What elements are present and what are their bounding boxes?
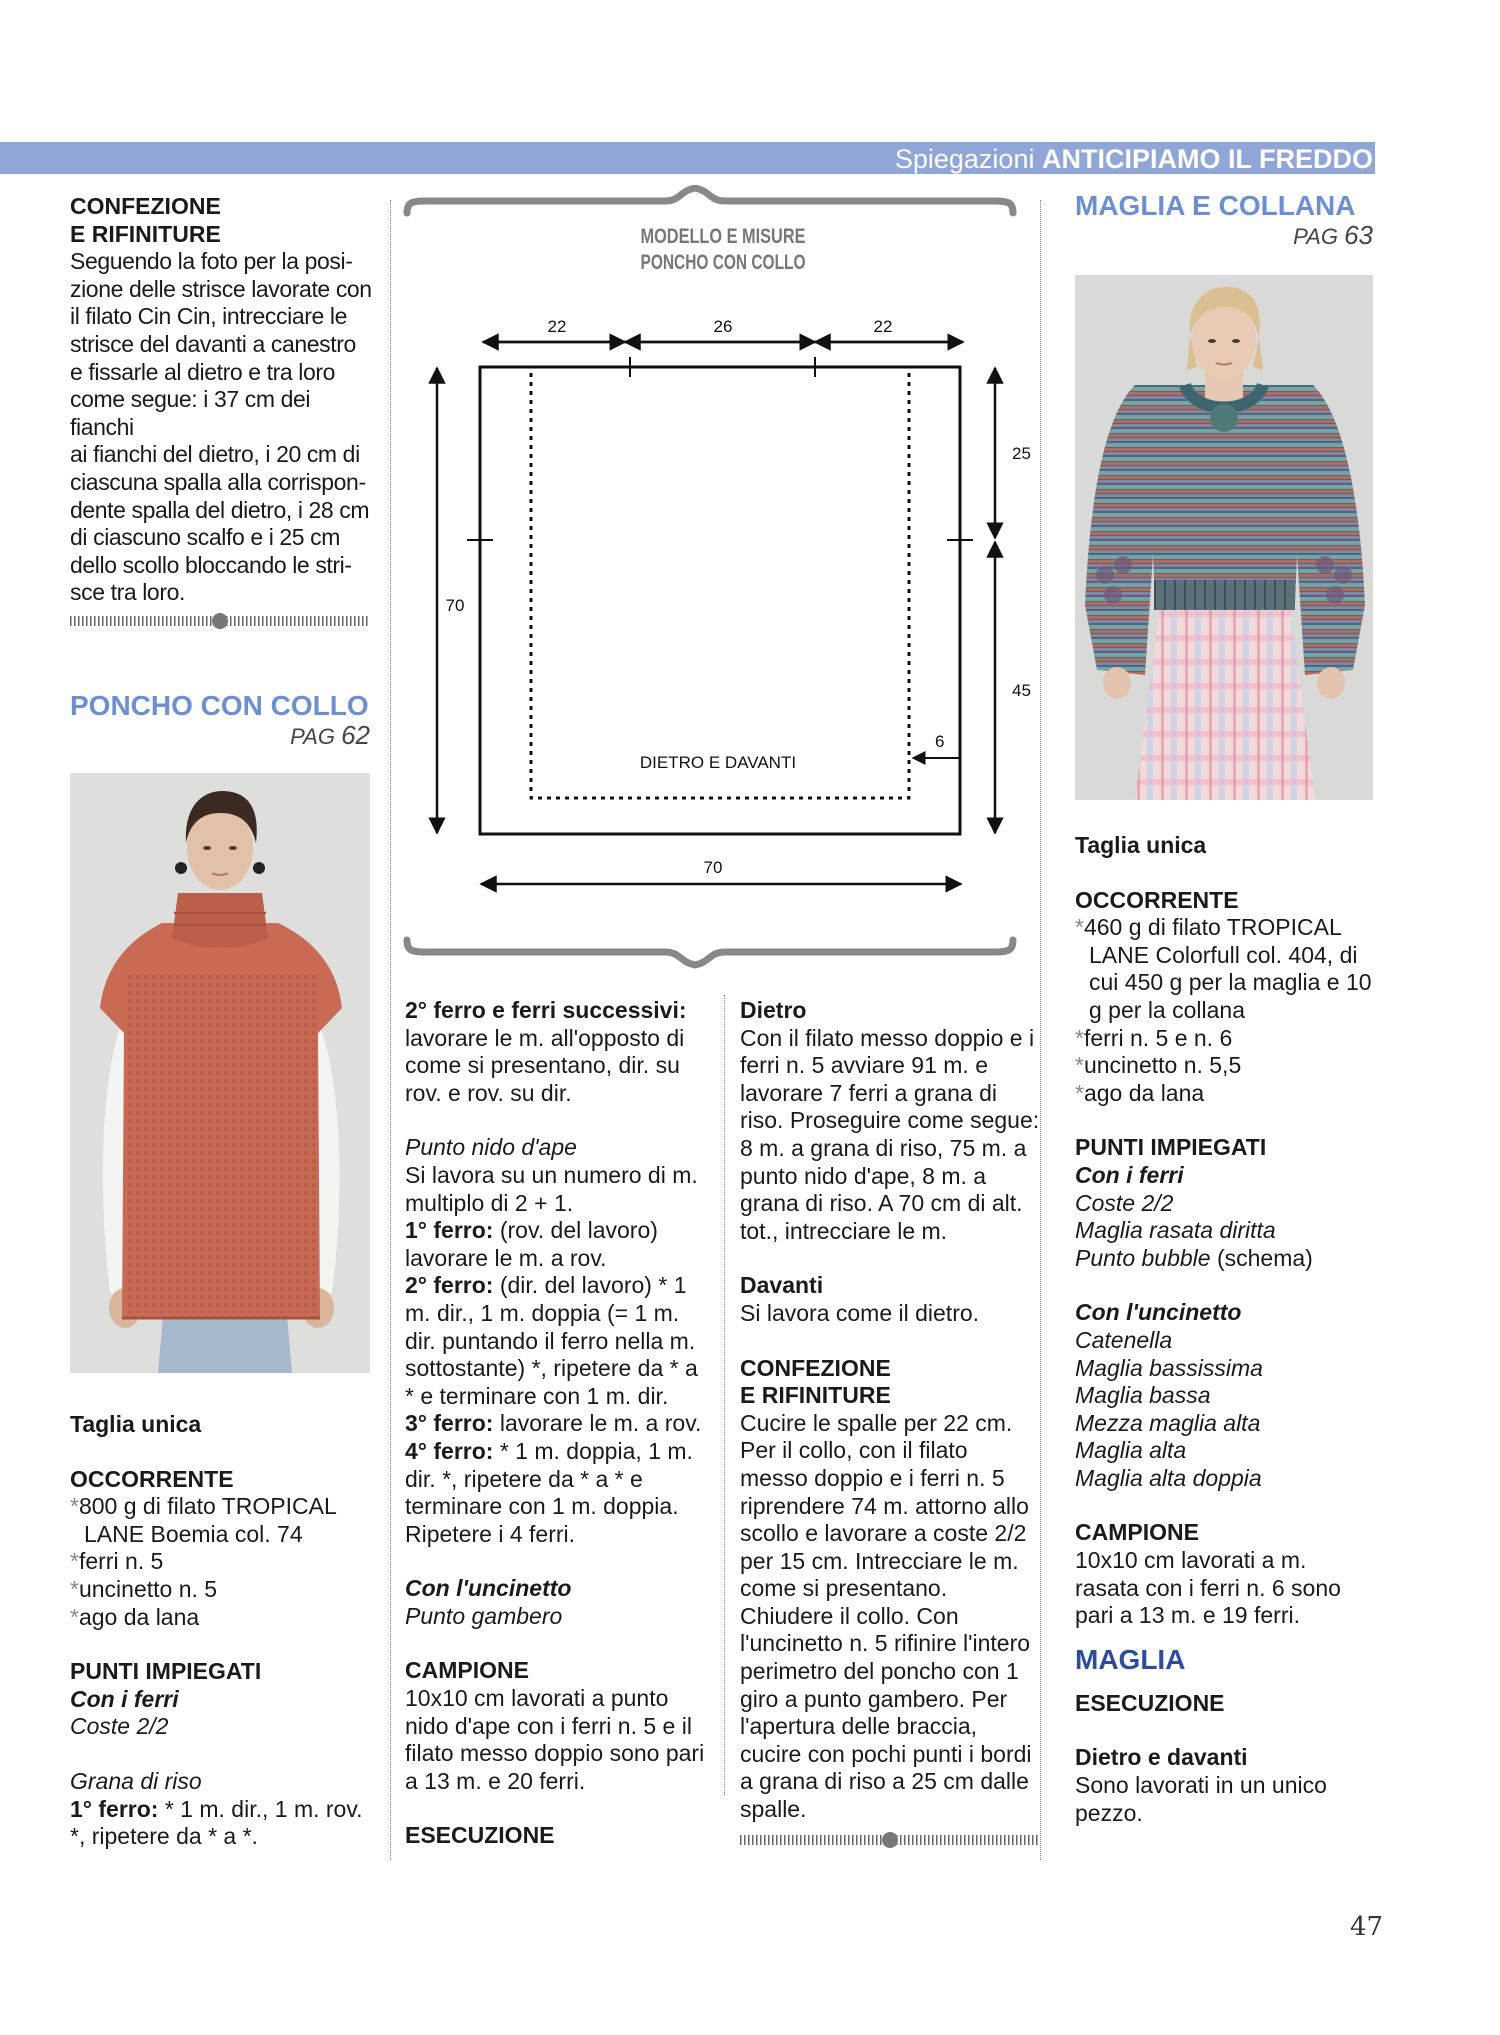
uncinetto-item: Maglia bassa (1075, 1382, 1211, 1409)
esecuzione-title: ESECUZIONE (405, 1822, 555, 1849)
davanti-title: Davanti (740, 1272, 824, 1299)
column-4 (1075, 832, 1375, 1827)
dim-label-26: 26 (713, 317, 733, 336)
occorrente-title: OCCORRENTE (70, 1465, 234, 1492)
con-ferri: Con i ferri (1075, 1161, 1184, 1188)
nido-ferro3: 3° ferro: lavorare le m. a rov. (405, 1410, 702, 1437)
pattern-diagram (395, 185, 1045, 975)
uncinetto-title: Con l'uncinetto (1075, 1299, 1242, 1326)
column-divider (390, 200, 391, 1860)
occorrente-item: *uncinetto n. 5,5 (1075, 1052, 1242, 1079)
coste: Coste 2/2 (70, 1713, 169, 1740)
uncinetto-title: Con l'uncinetto (405, 1575, 572, 1602)
conf-title: CONFEZIONE (740, 1354, 891, 1381)
confezione-text: Seguendo la foto per la posi- zione delle strisce lavorate con il filato Cin Cin, intrecciare le strisce del davanti a canestro e fissarle al dietro e tra loro come segue: i 37 cm dei fianchi ai fianchi del dietro, i 20 cm di ciascuna spalla alla corrispon- dente spalla del dietro, i 28 cm di ciascuno scalfo e i 25 cm dello scollo bloccando le stri- sce tra loro. (70, 248, 372, 606)
panel-label: DIETRO E DAVANTI (639, 753, 797, 772)
uncinetto-item: Maglia bassissima (1075, 1354, 1263, 1381)
dim-label-45: 45 (1012, 681, 1031, 700)
occorrente-title: OCCORRENTE (1075, 886, 1239, 913)
occorrente-item: *ferri n. 5 e n. 6 (1075, 1024, 1233, 1051)
column-divider (724, 995, 725, 1795)
dim-label-70-bottom: 70 (703, 858, 723, 877)
maglia-heading (1075, 190, 1373, 251)
conf-title-2: E RIFINITURE (740, 1382, 891, 1409)
taglia: Taglia unica (70, 1411, 202, 1437)
occorrente-item: *ago da lana (1075, 1079, 1205, 1106)
taglia: Taglia unica (1075, 832, 1207, 858)
confezione-title-2: E RIFINITURE (70, 220, 221, 247)
conf-text: Cucire le spalle per 22 cm. Per il collo, con il filato messo doppio e i ferri n. 5 riprendere 74 m. attorno allo scollo e lavorare a coste 2/2 per 15 cm. Intrecciare le m. come si presentano. Chiudere il collo. Con l'uncinetto n. 5 rifinire l'intero perimetro del poncho con 1 giro a punto gambero. Per l'apertura delle braccia, cucire con pochi punti i bordi a grana di riso a 25 cm dalle spalle. (740, 1409, 1032, 1823)
section-divider (70, 614, 370, 628)
section-divider (740, 1833, 1040, 1847)
column-3 (740, 997, 1040, 1824)
dietro-davanti-text: Sono lavorati in un unico pezzo. (1075, 1772, 1327, 1826)
diagram-frame-top (407, 188, 1013, 213)
grana-ferro1: 1° ferro: * 1 m. dir., 1 m. rov. *, ripetere da * a *. (70, 1795, 363, 1850)
section-title-maglia-collana: MAGLIA E COLLANA (1075, 190, 1356, 221)
punti-title: PUNTI IMPIEGATI (1075, 1134, 1267, 1161)
nido-text: Si lavora su un numero di m. multiplo di 2 + 1. (405, 1161, 698, 1216)
maglia-photo (1075, 275, 1373, 800)
dietro-title: Dietro (740, 997, 807, 1023)
occorrente-item: *ferri n. 5 (70, 1548, 164, 1575)
campione-text: 10x10 cm lavorati a m. rasata con i ferri n. 6 sono pari a 13 m. e 19 ferri. (1075, 1547, 1341, 1629)
ferri-item: Maglia rasata diritta (1075, 1217, 1276, 1244)
diagram-frame-bottom (407, 940, 1013, 965)
nido-title: Punto nido d'ape (405, 1134, 577, 1161)
confezione-title: CONFEZIONE (70, 193, 221, 219)
dim-label-22-left: 22 (547, 317, 567, 336)
diagram-title: MODELLO E MISURE (640, 225, 806, 248)
dim-label-22-right: 22 (873, 317, 893, 336)
column-1-lower (70, 1411, 375, 1851)
page-number: 47 (1350, 1912, 1384, 1942)
dietro-davanti-title: Dietro e davanti (1075, 1744, 1248, 1771)
campione-title: CAMPIONE (1075, 1519, 1199, 1546)
dim-label-6: 6 (935, 732, 945, 751)
poncho-heading (70, 690, 370, 751)
section-title-poncho: PONCHO CON COLLO (70, 690, 369, 721)
page-ref: PAG 63 (1293, 220, 1373, 250)
uncinetto-item: Maglia alta doppia (1075, 1464, 1262, 1491)
con-ferri: Con i ferri (70, 1685, 179, 1712)
column-2 (405, 997, 710, 1850)
ripetere: Ripetere i 4 ferri. (405, 1520, 576, 1547)
dim-label-70-side: 70 (445, 596, 465, 615)
header-title: Spiegazioni ANTICIPIAMO IL FREDDO (894, 144, 1373, 174)
campione-text: 10x10 cm lavorati a punto nido d'ape con i ferri n. 5 e il filato messo doppio sono pari a 13 m. e 20 ferri. (405, 1685, 705, 1794)
dietro-text: Con il filato messo doppio e i ferri n. 5 avviare 91 m. e lavorare 7 ferri a grana di riso. Proseguire come segue: 8 m. a grana di riso, 75 m. a punto nido d'ape, 8 m. a grana di riso. A 70 cm di alt. tot., intrecciare le m. (740, 1024, 1040, 1244)
esecuzione-title: ESECUZIONE (1075, 1689, 1225, 1716)
ferro2-paragraph: 2° ferro e ferri successivi: lavorare le m. all'opposto di come si presentano, dir. su rov. e rov. su dir. (405, 997, 687, 1106)
occorrente-item: *460 g di filato TROPICAL LANE Colorfull col. 404, di cui 450 g per la maglia e 10 g per la collana (1075, 914, 1372, 1023)
davanti-text: Si lavora come il dietro. (740, 1299, 980, 1326)
gambero: Punto gambero (405, 1602, 563, 1629)
dim-label-25: 25 (1012, 444, 1031, 463)
nido-ferro2: 2° ferro: (dir. del lavoro) * 1 m. dir., 1 m. doppia (= 1 m. dir. puntando il ferro nella m. sottostante) *, ripetere da * a * e terminare con 1 m. dir. (405, 1272, 698, 1409)
page-ref: PAG 62 (290, 720, 370, 750)
column-1 (70, 193, 375, 607)
uncinetto-item: Mezza maglia alta (1075, 1409, 1261, 1436)
grana-title: Grana di riso (70, 1767, 202, 1794)
punti-title: PUNTI IMPIEGATI (70, 1658, 262, 1685)
inner-border (531, 373, 909, 798)
nido-ferro4: 4° ferro: * 1 m. doppia, 1 m. dir. *, ripetere da * a * e terminare con 1 m. doppia. (405, 1437, 693, 1520)
section-title-maglia: MAGLIA (1075, 1643, 1186, 1675)
ferri-item: Coste 2/2 (1075, 1189, 1174, 1216)
uncinetto-item: Maglia alta (1075, 1437, 1187, 1464)
occorrente-item: *uncinetto n. 5 (70, 1575, 218, 1602)
poncho-photo (70, 773, 370, 1373)
diagram-subtitle: PONCHO CON COLLO (640, 251, 806, 274)
uncinetto-item: Catenella (1075, 1326, 1173, 1353)
campione-title: CAMPIONE (405, 1657, 529, 1684)
occorrente-item: *800 g di filato TROPICAL LANE Boemia col. 74 (70, 1493, 336, 1547)
occorrente-item: *ago da lana (70, 1603, 200, 1630)
nido-ferro1: 1° ferro: (rov. del lavoro) lavorare le m. a rov. (405, 1217, 658, 1271)
ferri-item-bubble: Punto bubble (schema) (1075, 1244, 1313, 1271)
